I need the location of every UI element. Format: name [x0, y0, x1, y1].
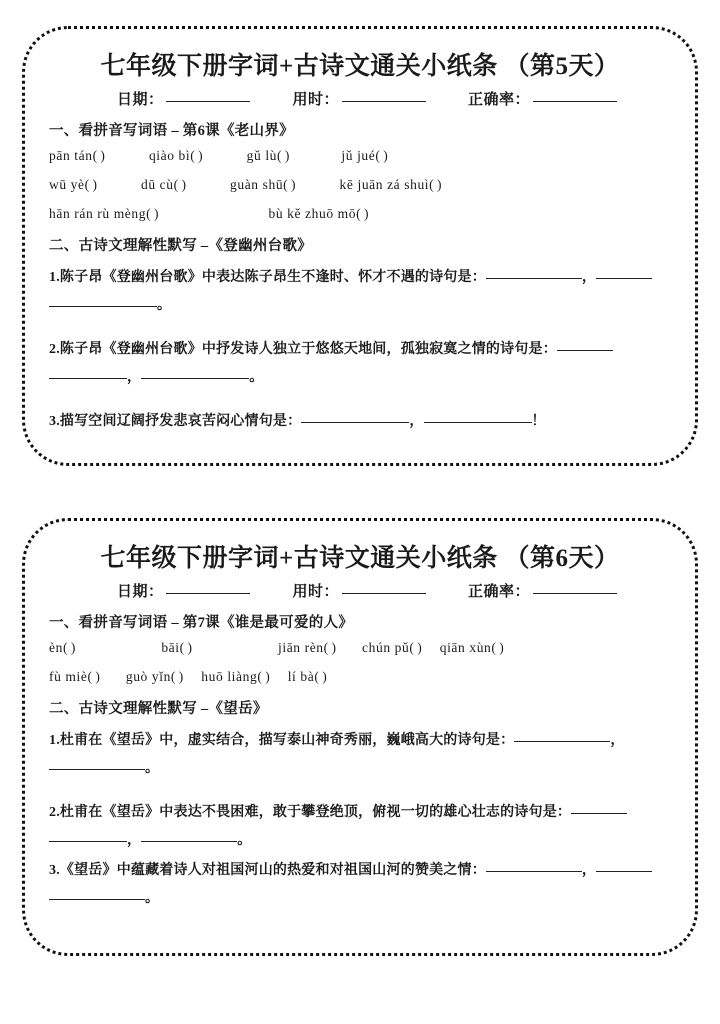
question-item	[49, 264, 671, 292]
pinyin-answer-blank[interactable]: ( )	[375, 148, 388, 164]
answer-blank[interactable]	[596, 278, 652, 279]
pinyin-item[interactable]	[161, 641, 192, 656]
question-item	[49, 857, 671, 885]
answer-blank[interactable]	[557, 350, 613, 351]
pinyin-item[interactable]	[49, 641, 75, 656]
answer-blank[interactable]	[49, 378, 127, 379]
pinyin-answer-blank[interactable]: ( )	[429, 177, 442, 193]
date-field[interactable]	[117, 580, 251, 601]
pinyin-word: bù kě zhuō mō	[268, 205, 357, 221]
pinyin-word: pān tán	[49, 148, 93, 164]
punctuation: 。	[145, 890, 160, 906]
question-item	[49, 408, 671, 436]
pinyin-word: bāi	[161, 640, 180, 656]
pinyin-answer-blank[interactable]: ( )	[62, 640, 76, 656]
accuracy-field[interactable]	[468, 580, 617, 601]
pinyin-item[interactable]	[141, 178, 186, 193]
question-continuation	[49, 755, 671, 783]
pinyin-word: qiào bì	[148, 148, 191, 164]
punctuation: 。	[249, 369, 264, 385]
pinyin-item[interactable]	[288, 670, 327, 685]
pinyin-answer-blank[interactable]: ( )	[257, 669, 270, 685]
pinyin-word: kē juān zá shuì	[339, 177, 430, 193]
section-heading-pinyin: 一、看拼音写词语 – 第6课《老山界》	[49, 123, 294, 140]
answer-blank[interactable]	[486, 871, 582, 872]
pinyin-row	[49, 641, 671, 656]
pinyin-word: chún pǔ	[362, 640, 410, 656]
accuracy-label: 正确率：	[468, 92, 531, 109]
accuracy-blank[interactable]	[533, 593, 617, 594]
pinyin-word: guò yǐn	[125, 669, 171, 685]
section-heading-dictation: 二、古诗文理解性默写 –《登幽州台歌》	[49, 237, 313, 254]
worksheet-card-day6	[22, 518, 698, 956]
pinyin-item[interactable]	[362, 641, 422, 656]
pinyin-answer-blank[interactable]: ( )	[190, 148, 203, 164]
pinyin-word: jiān rèn	[278, 640, 324, 656]
answer-blank[interactable]	[571, 813, 627, 814]
pinyin-item[interactable]	[201, 670, 269, 685]
pinyin-answer-blank[interactable]: ( )	[179, 640, 192, 656]
page-title: 七年级下册字词+古诗文通关小纸条 （第6天）	[100, 545, 620, 572]
pinyin-answer-blank[interactable]: ( )	[84, 177, 97, 193]
answer-blank[interactable]	[49, 899, 145, 900]
pinyin-word: jǔ jué	[341, 148, 376, 164]
pinyin-item[interactable]	[49, 149, 105, 164]
accuracy-field[interactable]	[468, 88, 617, 109]
pinyin-word: gǔ lù	[246, 148, 278, 164]
pinyin-answer-blank[interactable]: ( )	[87, 669, 100, 685]
pinyin-item[interactable]	[49, 207, 158, 222]
pinyin-word: huō liàng	[201, 669, 258, 685]
answer-blank[interactable]	[514, 741, 610, 742]
pinyin-item[interactable]	[49, 670, 100, 685]
time-field[interactable]	[292, 88, 426, 109]
pinyin-item[interactable]	[247, 149, 290, 164]
pinyin-word: wū yè	[49, 177, 85, 193]
pinyin-item[interactable]	[268, 207, 368, 222]
pinyin-answer-blank[interactable]: ( )	[409, 640, 422, 656]
pinyin-item[interactable]	[440, 641, 504, 656]
worksheet-card-day5	[22, 26, 698, 466]
pinyin-answer-blank[interactable]: ( )	[277, 148, 290, 164]
pinyin-word: guàn shū	[230, 177, 284, 193]
page-title: 七年级下册字词+古诗文通关小纸条 （第5天）	[100, 53, 620, 80]
answer-blank[interactable]	[141, 841, 237, 842]
pinyin-row	[49, 207, 671, 222]
question-text: 2.陈子昂《登幽州台歌》中抒发诗人独立于悠悠天地间，孤独寂寞之情的诗句是：	[49, 341, 557, 357]
question-item	[49, 727, 671, 755]
pinyin-answer-blank[interactable]: ( )	[356, 205, 369, 221]
question-continuation	[49, 885, 671, 913]
punctuation: ，	[127, 369, 142, 385]
time-blank[interactable]	[342, 101, 426, 102]
question-item	[49, 799, 671, 827]
punctuation: 。	[157, 297, 172, 313]
answer-blank[interactable]	[596, 871, 652, 872]
pinyin-item[interactable]	[230, 178, 296, 193]
question-text: 2.杜甫在《望岳》中表达不畏困难，敢于攀登绝顶，俯视一切的雄心壮志的诗句是：	[49, 804, 572, 820]
section-heading-dictation: 二、古诗文理解性默写 –《望岳》	[49, 700, 268, 717]
punctuation: ，	[581, 862, 597, 878]
pinyin-answer-blank[interactable]: ( )	[146, 205, 159, 221]
answer-blank[interactable]	[424, 422, 532, 423]
pinyin-item[interactable]	[340, 178, 442, 193]
time-field[interactable]	[292, 580, 426, 601]
punctuation: 。	[237, 832, 252, 848]
answer-blank[interactable]	[49, 306, 157, 307]
pinyin-word: fù miè	[49, 669, 88, 685]
question-continuation	[49, 827, 671, 855]
pinyin-row	[49, 178, 671, 193]
pinyin-word: qiān xùn	[439, 640, 492, 656]
pinyin-answer-blank[interactable]: ( )	[283, 177, 296, 193]
punctuation: ，	[610, 732, 625, 748]
section-heading-pinyin: 一、看拼音写词语 – 第7课《谁是最可爱的人》	[49, 615, 354, 632]
pinyin-item[interactable]	[149, 149, 203, 164]
pinyin-answer-blank[interactable]: ( )	[314, 669, 327, 685]
punctuation: 。	[145, 760, 160, 776]
accuracy-blank[interactable]	[533, 101, 617, 102]
pinyin-word: dū cù	[141, 177, 174, 193]
pinyin-item[interactable]	[126, 670, 183, 685]
question-text: 1.陈子昂《登幽州台歌》中表达陈子昂生不逢时、怀才不遇的诗句是：	[49, 269, 486, 285]
answer-blank[interactable]	[301, 422, 409, 423]
pinyin-item[interactable]	[49, 178, 97, 193]
date-label: 日期：	[116, 584, 164, 601]
date-blank[interactable]	[166, 101, 250, 102]
pinyin-item[interactable]	[341, 149, 387, 164]
pinyin-row	[49, 670, 671, 685]
date-label: 日期：	[116, 92, 164, 109]
time-blank[interactable]	[342, 593, 426, 594]
pinyin-word: hān rán rù mèng	[49, 205, 147, 221]
pinyin-answer-blank[interactable]: ( )	[323, 640, 337, 656]
accuracy-label: 正确率：	[468, 584, 531, 601]
question-text: 3.描写空间辽阔抒发悲哀苦闷心情句是：	[49, 413, 302, 429]
question-continuation	[49, 364, 671, 392]
punctuation: ，	[409, 413, 424, 429]
answer-blank[interactable]	[49, 769, 145, 770]
pinyin-answer-blank[interactable]: ( )	[92, 148, 105, 164]
pinyin-answer-blank[interactable]: ( )	[173, 177, 186, 193]
answer-blank[interactable]	[486, 278, 582, 279]
time-label: 用时：	[292, 584, 339, 601]
question-continuation	[49, 292, 671, 320]
question-item	[49, 336, 671, 364]
pinyin-row	[49, 149, 671, 164]
punctuation: ！	[531, 413, 546, 429]
date-field[interactable]	[117, 88, 251, 109]
answer-blank[interactable]	[49, 841, 127, 842]
answer-blank[interactable]	[141, 378, 249, 379]
pinyin-answer-blank[interactable]: ( )	[491, 640, 504, 656]
pinyin-word: èn	[49, 640, 63, 656]
pinyin-answer-blank[interactable]: ( )	[170, 669, 184, 685]
meta-row	[49, 580, 671, 601]
question-text: 3.《望岳》中蕴藏着诗人对祖国河山的热爱和对祖国山河的赞美之情：	[49, 862, 486, 878]
question-text: 1.杜甫在《望岳》中，虚实结合，描写泰山神奇秀丽，巍峨高大的诗句是：	[49, 732, 515, 748]
punctuation: ，	[581, 269, 597, 285]
time-label: 用时：	[292, 92, 339, 109]
date-blank[interactable]	[166, 593, 250, 594]
pinyin-item[interactable]	[278, 641, 336, 656]
punctuation: ，	[127, 832, 142, 848]
pinyin-word: lí bà	[287, 669, 315, 685]
meta-row	[49, 88, 671, 109]
